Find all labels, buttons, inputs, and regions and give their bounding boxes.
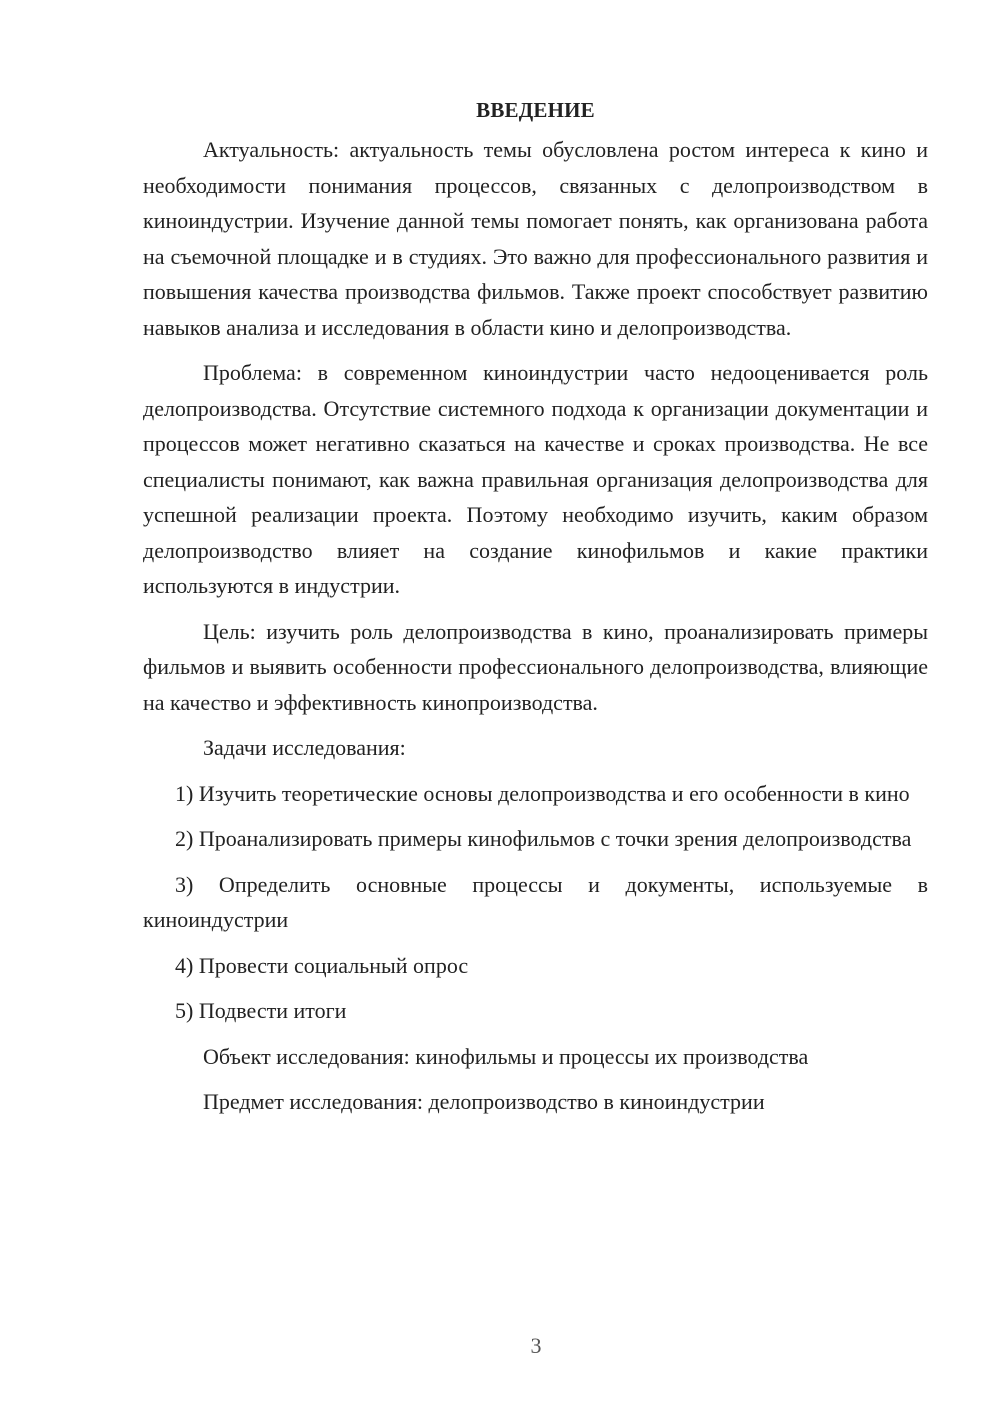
list-item: 5) Подвести итоги bbox=[175, 998, 347, 1023]
relevance-paragraph: Актуальность: актуальность темы обусловлена ростом интереса к кино и необходимости понимания процессов, связанных с делопроизводством в киноиндустрии. Изучение данной темы помогает понять, как организована работа на съемочной площадке и в студиях. Это важно для профессионального развития и повышения качества производства фильмов. Также проект способствует развитию навыков анализа и исследования в области кино и делопроизводства. bbox=[143, 137, 928, 340]
page-number: 3 bbox=[530, 1333, 542, 1358]
document-body bbox=[143, 92, 928, 1130]
list-item: 3) Определить основные процессы и документы, используемые в киноиндустрии bbox=[143, 871, 928, 932]
list-item: 1) Изучить теоретические основы делопроизводства и его особенности в кино bbox=[175, 780, 910, 806]
list-item: 4) Провести социальный опрос bbox=[175, 952, 469, 978]
research-object: Объект исследования: кинофильмы и процессы их производства bbox=[203, 1043, 809, 1069]
problem-paragraph: Проблема: в современном киноиндустрии часто недооценивается роль делопроизводства. Отсутствие системного подхода к организации документации и процессов может негативно сказаться на качестве и сроках производства. Не все специалисты понимают, как важна правильная организация делопроизводства для успешной реализации проекта. Поэтому необходимо изучить, каким образом делопроизводство влияет на создание кинофильмов и какие практики используются в индустрии. bbox=[143, 360, 928, 598]
goal-paragraph: Цель: изучить роль делопроизводства в кино, проанализировать примеры фильмов и выявить особенности профессионального делопроизводства, влияющие на качество и эффективность кинопроизводства. bbox=[143, 618, 928, 715]
research-subject: Предмет исследования: делопроизводство в киноиндустрии bbox=[203, 1089, 765, 1114]
page-title: ВВЕДЕНИЕ bbox=[476, 98, 595, 122]
list-item: 2) Проанализировать примеры кинофильмов с точки зрения делопроизводства bbox=[175, 826, 912, 851]
tasks-heading: Задачи исследования: bbox=[203, 735, 406, 760]
tasks-list bbox=[143, 776, 928, 1029]
